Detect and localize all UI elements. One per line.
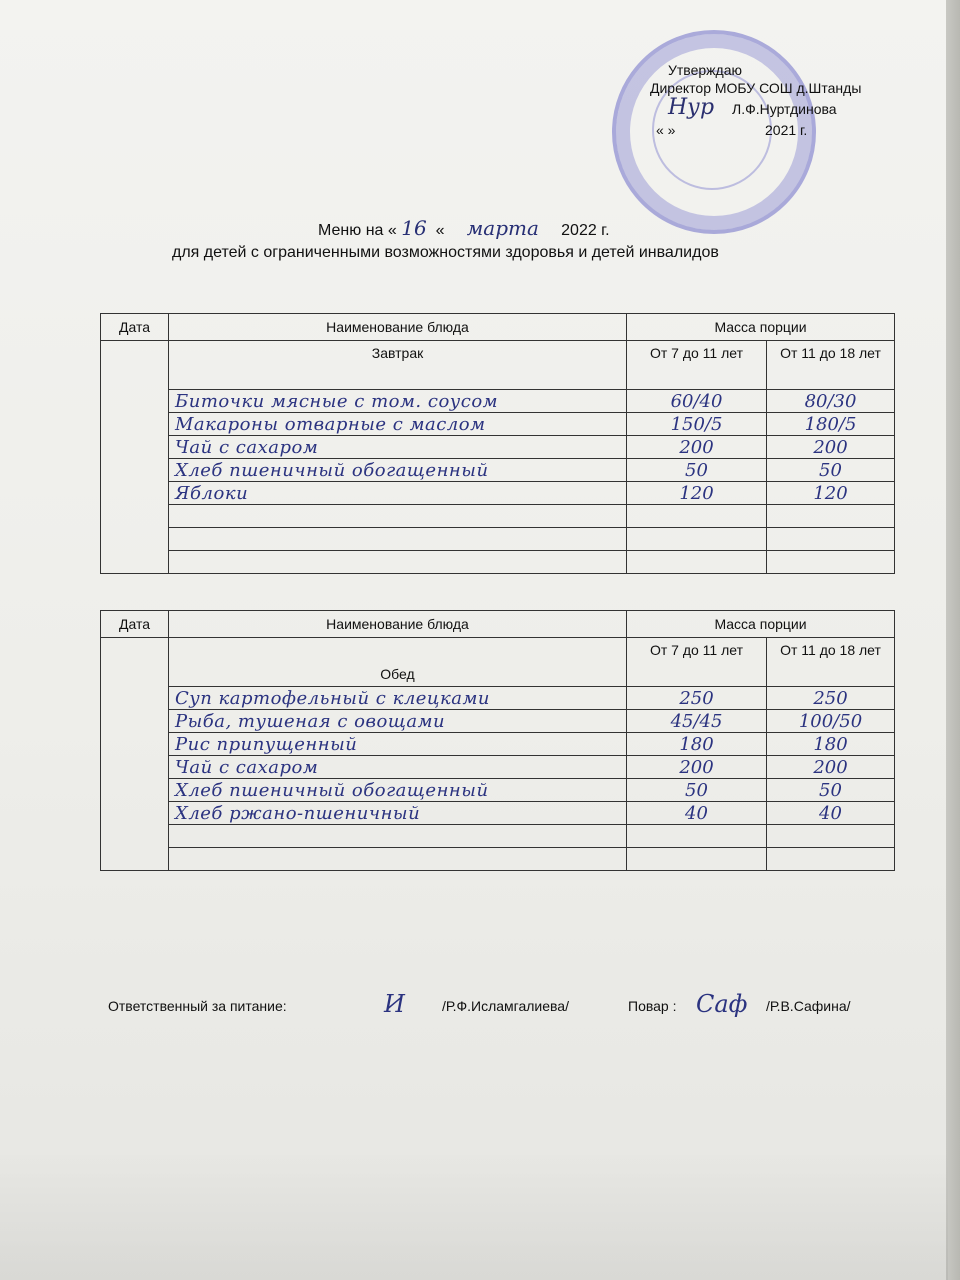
mass-11-18 [767,551,895,574]
lunch-date-cell [101,638,169,871]
lunch-table [100,610,895,871]
dish-name: Хлеб пшеничный обогащенный [169,459,627,482]
mass-7-11 [627,825,767,848]
table-row [101,825,895,848]
mass-7-11 [627,505,767,528]
dish-name: Макароны отварные с маслом [169,413,627,436]
mass-11-18: 180/5 [767,413,895,436]
mass-11-18: 200 [767,756,895,779]
cook-signature: Саф [696,990,748,1018]
dish-name [169,505,627,528]
table-row [101,528,895,551]
mass-11-18 [767,505,895,528]
dish-name: Биточки мясные с том. соусом [169,390,627,413]
mass-7-11 [627,551,767,574]
responsible-label: Ответственный за питание: [108,998,287,1014]
approval-line-3: Л.Ф.Нуртдинова [732,101,837,117]
lunch-subheader-row [101,638,895,687]
table-row [101,802,895,825]
approval-line-1: Утверждаю [668,62,742,78]
lunch-col-mass: Масса порции [627,611,895,638]
mass-7-11: 200 [627,436,767,459]
dish-name: Чай с сахаром [169,436,627,459]
lunch-col-date: Дата [101,611,169,638]
mass-11-18: 120 [767,482,895,505]
breakfast-col-age1: От 7 до 11 лет [627,341,767,390]
lunch-col-age1: От 7 до 11 лет [627,638,767,687]
lunch-header-row [101,611,895,638]
dish-name [169,528,627,551]
mass-11-18: 200 [767,436,895,459]
title-prefix: Меню на « [318,222,397,239]
table-row [101,459,895,482]
breakfast-date-cell [101,341,169,574]
title-mid: « [435,222,445,239]
approval-line-2: Директор МОБУ СОШ д.Штанды [650,80,862,96]
mass-7-11: 60/40 [627,390,767,413]
lunch-col-name: Наименование блюда [169,611,627,638]
mass-7-11: 40 [627,802,767,825]
mass-7-11: 50 [627,459,767,482]
dish-name: Яблоки [169,482,627,505]
mass-7-11: 150/5 [627,413,767,436]
approval-line-4-year: 2021 г. [765,122,808,138]
table-row [101,779,895,802]
mass-7-11: 45/45 [627,710,767,733]
breakfast-subheader-row [101,341,895,390]
mass-11-18: 180 [767,733,895,756]
paper-edge [946,0,960,1280]
dish-name [169,825,627,848]
table-row [101,710,895,733]
mass-11-18: 40 [767,802,895,825]
mass-11-18: 50 [767,459,895,482]
table-row [101,505,895,528]
table-row [101,848,895,871]
cook-label: Повар : [628,998,677,1014]
dish-name: Суп картофельный с клецками [169,687,627,710]
breakfast-col-age2: От 11 до 18 лет [767,341,895,390]
dish-name: Хлеб ржано-пшеничный [169,802,627,825]
table-row [101,733,895,756]
responsible-name: /Р.Ф.Исламгалиева/ [442,998,569,1014]
mass-11-18: 100/50 [767,710,895,733]
mass-11-18 [767,825,895,848]
table-row [101,482,895,505]
paper-shadow [0,1150,948,1280]
mass-11-18: 250 [767,687,895,710]
dish-name: Хлеб пшеничный обогащенный [169,779,627,802]
mass-7-11: 120 [627,482,767,505]
responsible-signature: И [384,990,405,1018]
table-row [101,413,895,436]
dish-name: Рыба, тушеная с овощами [169,710,627,733]
mass-7-11: 180 [627,733,767,756]
title-year: 2022 г. [561,222,610,239]
mass-11-18 [767,848,895,871]
director-signature: Нур [668,95,715,120]
breakfast-table [100,313,895,574]
table-row [101,551,895,574]
table-row [101,436,895,459]
mass-7-11: 200 [627,756,767,779]
table-row [101,687,895,710]
title-day: 16 [401,216,427,240]
breakfast-header-row [101,314,895,341]
lunch-meal-label: Обед [169,638,627,687]
page-subtitle: для детей с ограниченными возможностями здоровья и детей инвалидов [172,244,719,261]
table-row [101,390,895,413]
breakfast-col-date: Дата [101,314,169,341]
dish-name [169,551,627,574]
breakfast-col-mass: Масса порции [627,314,895,341]
table-row [101,756,895,779]
page-title [318,216,610,240]
mass-11-18: 80/30 [767,390,895,413]
mass-7-11 [627,528,767,551]
mass-7-11 [627,848,767,871]
mass-11-18: 50 [767,779,895,802]
title-month: марта [466,216,539,240]
mass-7-11: 50 [627,779,767,802]
mass-11-18 [767,528,895,551]
dish-name [169,848,627,871]
dish-name: Рис припущенный [169,733,627,756]
approval-line-4-date: « » [656,122,676,138]
breakfast-meal-label: Завтрак [169,341,627,390]
dish-name: Чай с сахаром [169,756,627,779]
mass-7-11: 250 [627,687,767,710]
cook-name: /Р.В.Сафина/ [766,998,851,1014]
lunch-col-age2: От 11 до 18 лет [767,638,895,687]
breakfast-col-name: Наименование блюда [169,314,627,341]
